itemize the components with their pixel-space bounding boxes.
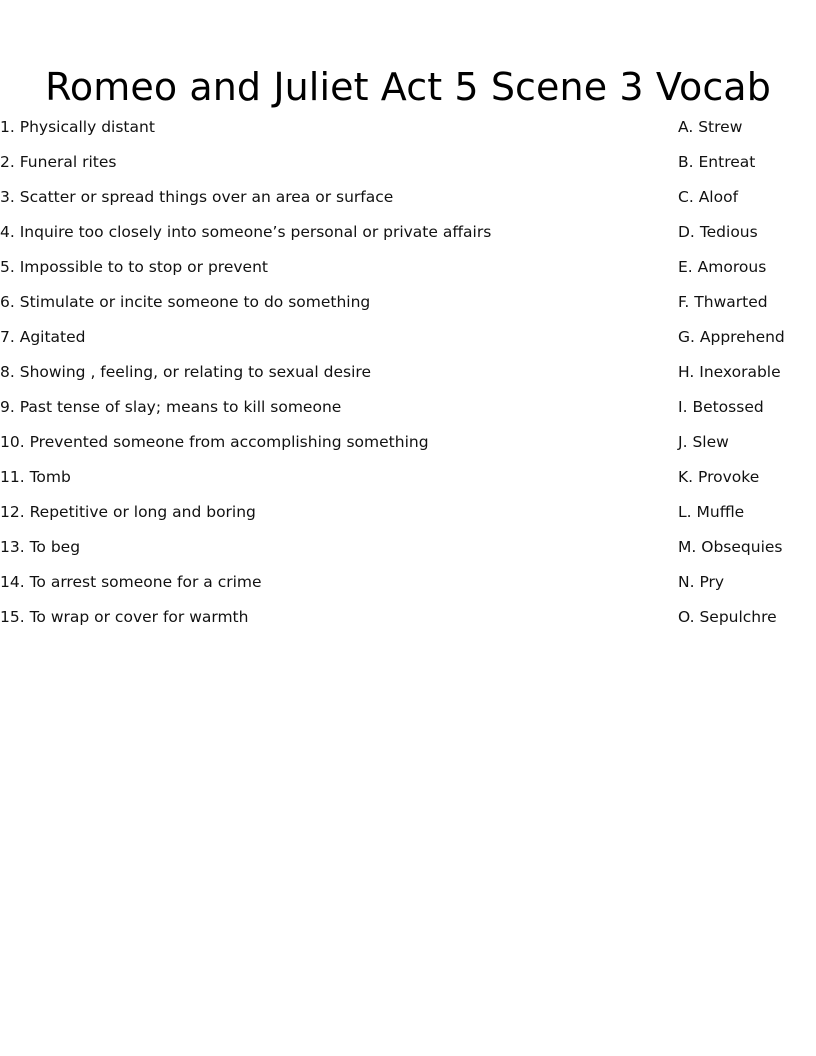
definition-text: Stimulate or incite someone to do something <box>19 293 371 311</box>
word-bank-word: Provoke <box>698 468 760 486</box>
definition-number: 15. <box>0 608 25 626</box>
definition-item <box>0 180 660 215</box>
word-bank-letter: B. <box>678 153 694 171</box>
word-bank-word: Slew <box>692 433 729 451</box>
definitions-list <box>0 110 660 635</box>
word-bank-item <box>678 110 816 145</box>
definition-item <box>0 145 660 180</box>
word-bank-item <box>678 145 816 180</box>
word-bank-letter: G. <box>678 328 695 346</box>
word-bank-item <box>678 530 816 565</box>
word-bank-letter: I. <box>678 398 688 416</box>
definition-item <box>0 565 660 600</box>
definition-item <box>0 110 660 145</box>
word-bank-item <box>678 425 816 460</box>
definition-text: Impossible to to stop or prevent <box>19 258 268 276</box>
word-bank-item <box>678 495 816 530</box>
word-bank-letter: O. <box>678 608 695 626</box>
definition-item <box>0 600 660 635</box>
definition-item <box>0 285 660 320</box>
definition-text: Funeral rites <box>19 153 117 171</box>
definition-text: Scatter or spread things over an area or surface <box>19 188 394 206</box>
word-bank-word: Amorous <box>697 258 767 276</box>
definition-item <box>0 425 660 460</box>
definition-text: Inquire too closely into someone’s personal or private affairs <box>19 223 492 241</box>
word-bank-letter: H. <box>678 363 695 381</box>
word-bank-item <box>678 565 816 600</box>
word-bank-letter: A. <box>678 118 694 136</box>
page-title: Romeo and Juliet Act 5 Scene 3 Vocab <box>45 65 771 110</box>
definition-number: 9. <box>0 398 15 416</box>
definition-text: Showing , feeling, or relating to sexual desire <box>19 363 371 381</box>
word-bank-word: Obsequies <box>701 538 783 556</box>
definition-number: 2. <box>0 153 15 171</box>
definition-number: 6. <box>0 293 15 311</box>
word-bank-word: Inexorable <box>699 363 781 381</box>
word-bank-word: Entreat <box>698 153 756 171</box>
definition-number: 11. <box>0 468 25 486</box>
word-bank-word: Sepulchre <box>699 608 777 626</box>
word-bank-letter: N. <box>678 573 695 591</box>
word-bank-letter: C. <box>678 188 694 206</box>
word-bank-letter: L. <box>678 503 692 521</box>
word-bank-item <box>678 285 816 320</box>
word-bank-letter: J. <box>678 433 688 451</box>
definition-text: To arrest someone for a crime <box>29 573 262 591</box>
definition-text: Repetitive or long and boring <box>29 503 256 521</box>
word-bank-letter: D. <box>678 223 695 241</box>
definition-number: 4. <box>0 223 15 241</box>
word-bank-item <box>678 215 816 250</box>
definition-number: 1. <box>0 118 15 136</box>
word-bank-word: Betossed <box>692 398 764 416</box>
definition-item <box>0 215 660 250</box>
definition-item <box>0 250 660 285</box>
word-bank-letter: E. <box>678 258 693 276</box>
word-bank-word: Aloof <box>698 188 739 206</box>
definition-text: Tomb <box>29 468 71 486</box>
word-bank-word: Muffle <box>696 503 745 521</box>
word-bank-item <box>678 250 816 285</box>
definition-item <box>0 320 660 355</box>
word-bank-word: Strew <box>698 118 743 136</box>
word-bank-item <box>678 320 816 355</box>
word-bank-letter: F. <box>678 293 690 311</box>
definition-number: 10. <box>0 433 25 451</box>
definition-item <box>0 355 660 390</box>
definition-number: 14. <box>0 573 25 591</box>
word-bank-item <box>678 355 816 390</box>
word-bank-item <box>678 600 816 635</box>
definition-number: 3. <box>0 188 15 206</box>
definition-number: 13. <box>0 538 25 556</box>
definition-text: To wrap or cover for warmth <box>29 608 249 626</box>
word-bank-word: Tedious <box>699 223 758 241</box>
word-bank-word: Apprehend <box>699 328 785 346</box>
definition-text: Agitated <box>19 328 86 346</box>
definition-text: Physically distant <box>19 118 155 136</box>
definition-number: 12. <box>0 503 25 521</box>
word-bank-word: Thwarted <box>694 293 768 311</box>
word-bank-word: Pry <box>699 573 725 591</box>
word-bank-letter: M. <box>678 538 697 556</box>
definition-text: Prevented someone from accomplishing something <box>29 433 429 451</box>
definition-number: 8. <box>0 363 15 381</box>
word-bank-letter: K. <box>678 468 694 486</box>
definition-item <box>0 495 660 530</box>
word-bank-item <box>678 390 816 425</box>
definition-item <box>0 460 660 495</box>
definition-text: To beg <box>29 538 81 556</box>
definition-item <box>0 530 660 565</box>
definition-number: 5. <box>0 258 15 276</box>
word-bank-list <box>678 110 816 635</box>
definition-number: 7. <box>0 328 15 346</box>
definition-text: Past tense of slay; means to kill someone <box>19 398 342 416</box>
word-bank-item <box>678 180 816 215</box>
definition-item <box>0 390 660 425</box>
word-bank-item <box>678 460 816 495</box>
